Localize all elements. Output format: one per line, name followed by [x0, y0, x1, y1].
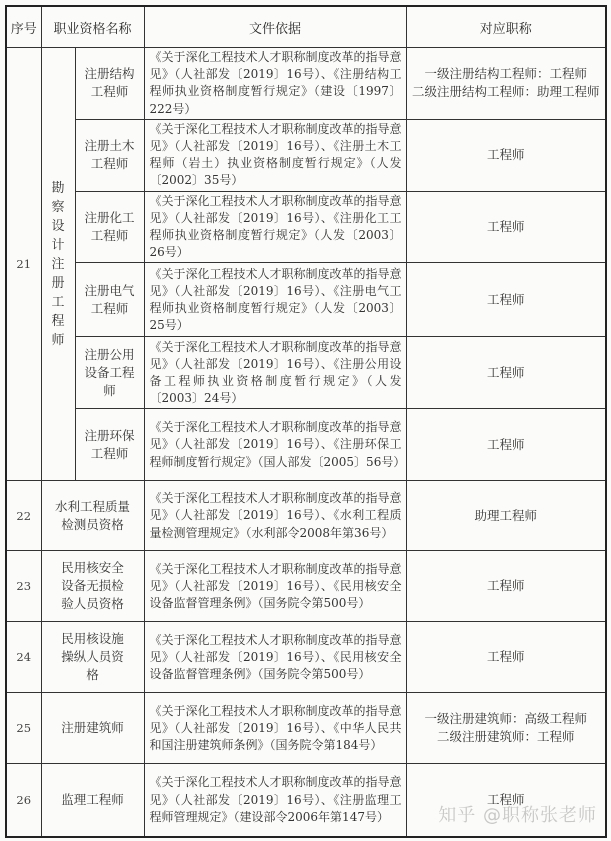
seq-cell: 25: [6, 693, 41, 764]
group-name-char: 工: [51, 294, 65, 310]
title-line: 工程师: [487, 291, 525, 307]
group-name-char: 册: [51, 275, 65, 291]
qualification-name: [75, 337, 144, 409]
corresponding-title: [406, 409, 606, 481]
watermark: 知乎 @职称张老师: [438, 805, 597, 826]
table-row: [6, 263, 606, 337]
table-row: [6, 119, 606, 191]
title-line: 工程师: [487, 147, 525, 163]
title-line: 一级注册结构工程师：工程师: [424, 66, 588, 82]
document-basis: 《关于深化工程技术人才职称制度改革的指导意见》（人社部发〔2019〕16号）、《民用核安全设备监督管理条例》（国务院令第500号）: [144, 622, 406, 693]
qualification-name: [75, 119, 144, 191]
title-line: 二级注册建筑师：工程师: [437, 729, 575, 745]
group-name-char: 勘: [51, 180, 65, 196]
group-name-cell: [41, 48, 75, 481]
group-name-char: 师: [51, 332, 65, 348]
group-name-char: 注: [51, 256, 65, 272]
qualification-name: [75, 191, 144, 263]
qualification-name-text: 民用核设施操纵人员资格: [61, 631, 124, 683]
document-basis: 《关于深化工程技术人才职称制度改革的指导意见》（人社部发〔2019〕16号）、《中华人民共和国注册建筑师条例》（国务院令第184号）: [144, 693, 406, 764]
group-name-char: 计: [51, 237, 65, 253]
qualification-name-text: 注册电气工程师: [84, 282, 135, 316]
document-basis: 《关于深化工程技术人才职称制度改革的指导意见》（人社部发〔2019〕16号）、《水利工程质量检测管理规定》（水利部令2008年第36号）: [144, 481, 406, 551]
table-row: [6, 337, 606, 409]
seq-cell: 24: [6, 622, 41, 693]
qualification-name: [75, 263, 144, 337]
table-row: [6, 551, 606, 622]
table-row: [6, 409, 606, 481]
corresponding-title: [406, 48, 606, 120]
header-name: 职业资格名称: [41, 6, 144, 48]
header-seq: 序号: [6, 6, 41, 48]
corresponding-title: [406, 337, 606, 409]
qualification-name: 监理工程师: [41, 764, 144, 837]
document-basis: 《关于深化工程技术人才职称制度改革的指导意见》（人社部发〔2019〕16号）、《注册土木工程师（岩土）执业资格制度暂行规定》（人发〔2002〕35号）: [144, 119, 406, 191]
qualification-name-text: 注册公用设备工程师: [84, 346, 135, 398]
qualification-name: [41, 551, 144, 622]
document-basis: 《关于深化工程技术人才职称制度改革的指导意见》（人社部发〔2019〕16号）、《注册电气工程师执业资格制度暂行规定》（人发〔2003〕25号）: [144, 263, 406, 337]
title-line: 工程师: [487, 364, 525, 380]
title-line: 一级注册建筑师：高级工程师: [424, 711, 588, 727]
qualification-name-text: 注册结构工程师: [84, 66, 135, 100]
corresponding-title: [406, 119, 606, 191]
title-line: 工程师: [487, 649, 525, 665]
qualification-name: [75, 409, 144, 481]
document-basis: 《关于深化工程技术人才职称制度改革的指导意见》（人社部发〔2019〕16号）、《注册结构工程师执业资格制度暂行规定》（建设〔1997〕222号）: [144, 48, 406, 120]
group-name-char: 设: [51, 218, 65, 234]
table-row: [6, 622, 606, 693]
header-doc: 文件依据: [144, 6, 406, 48]
group-name-char: 察: [51, 199, 65, 215]
title-line: 工程师: [487, 792, 525, 808]
qualification-title-table: [5, 5, 607, 838]
seq-cell: 22: [6, 481, 41, 551]
table-row: [6, 481, 606, 551]
corresponding-title: [406, 481, 606, 551]
seq-cell: 26: [6, 764, 41, 837]
document-basis: 《关于深化工程技术人才职称制度改革的指导意见》（人社部发〔2019〕16号）、《注册公用设备工程师执业资格制度暂行规定》（人发〔2003〕24号）: [144, 337, 406, 409]
title-line: 工程师: [487, 219, 525, 235]
qualification-name: [41, 622, 144, 693]
corresponding-title: [406, 191, 606, 263]
corresponding-title: [406, 551, 606, 622]
qualification-name: [41, 481, 144, 551]
qualification-name-text: 注册化工工程师: [84, 210, 135, 244]
document-basis: 《关于深化工程技术人才职称制度改革的指导意见》（人社部发〔2019〕16号）、《注册环保工程师制度暂行规定》（国人部发〔2005〕56号）: [144, 409, 406, 481]
title-line: 工程师: [487, 436, 525, 452]
title-line: 助理工程师: [474, 507, 538, 523]
table-header-row: [6, 6, 606, 48]
title-line: 二级注册结构工程师：助理工程师: [412, 84, 600, 100]
qualification-name-text: 水利工程质量检测员资格: [54, 498, 130, 532]
seq-cell: 23: [6, 551, 41, 622]
qualification-name: 注册建筑师: [41, 693, 144, 764]
title-line: 工程师: [487, 578, 525, 594]
qualification-name-text: 民用核安全设备无损检验人员资格: [61, 560, 124, 612]
qualification-name: [75, 48, 144, 120]
qualification-name-text: 注册土木工程师: [84, 138, 135, 172]
table-row: [6, 191, 606, 263]
document-basis: 《关于深化工程技术人才职称制度改革的指导意见》（人社部发〔2019〕16号）、《注册监理工程师管理规定》（建设部令2006年第147号）: [144, 764, 406, 837]
table-row: [6, 48, 606, 120]
header-title: 对应职称: [406, 6, 606, 48]
document-basis: 《关于深化工程技术人才职称制度改革的指导意见》（人社部发〔2019〕16号）、《民用核安全设备监督管理条例》（国务院令第500号）: [144, 551, 406, 622]
document-basis: 《关于深化工程技术人才职称制度改革的指导意见》（人社部发〔2019〕16号）、《注册化工工程师执业资格制度暂行规定》（人发〔2003〕26号）: [144, 191, 406, 263]
corresponding-title: [406, 622, 606, 693]
seq-cell: 21: [6, 48, 41, 481]
corresponding-title: [406, 693, 606, 764]
corresponding-title: [406, 263, 606, 337]
group-name-char: 程: [51, 313, 65, 329]
qualification-name-text: 注册环保工程师: [84, 427, 135, 461]
table-row: [6, 693, 606, 764]
